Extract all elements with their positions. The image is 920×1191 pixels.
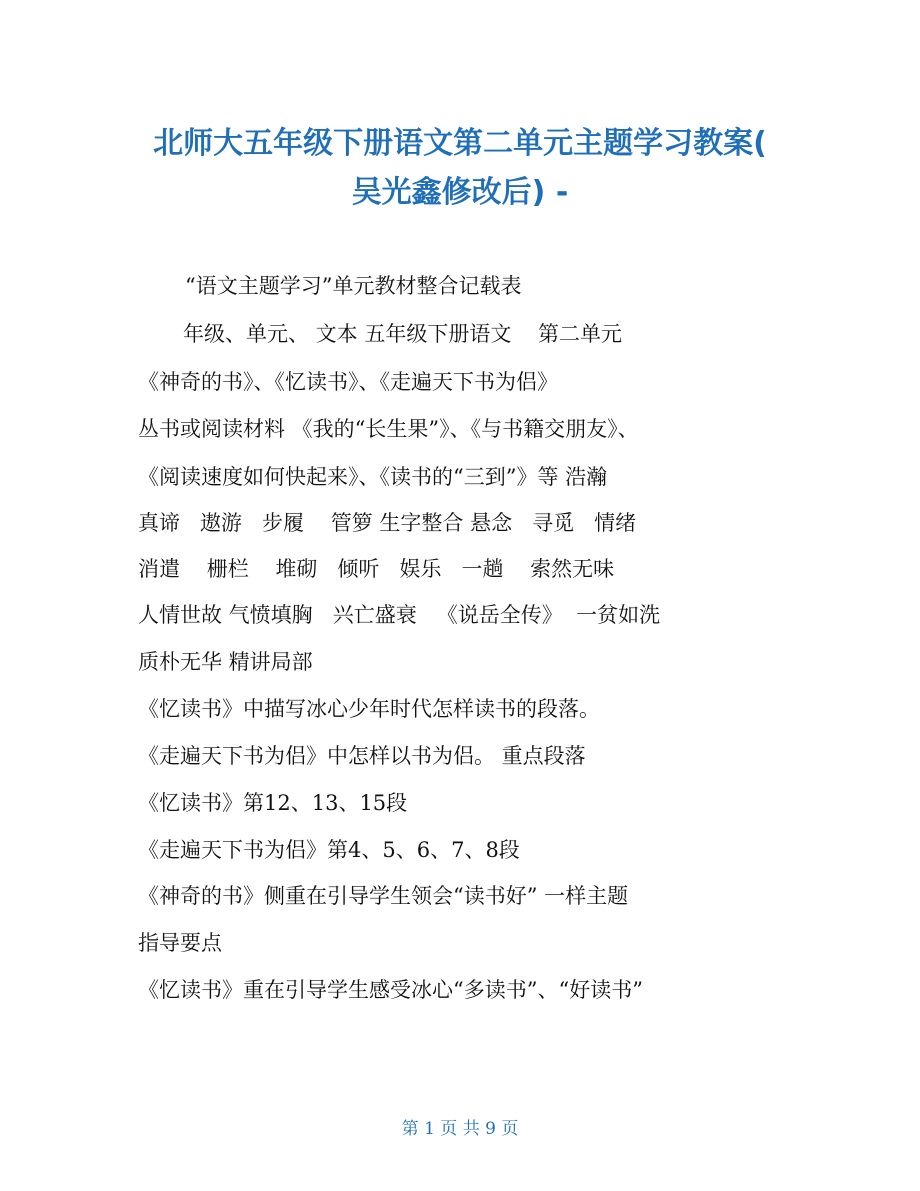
body-line-vocab-2: 消遣 栅栏 堆砌 倾听 娱乐 一趟 索然无味 [138, 557, 615, 581]
body-line-focus-2: 《走遍天下书为侣》中怎样以书为侣。 重点段落 [138, 744, 586, 768]
body-line-table-heading: “语文主题学习”单元教材整合记载表 [185, 274, 522, 298]
body-line-guidance-2: 《忆读书》重在引导学生感受冰心“多读书”、“好读书” [138, 978, 643, 1002]
document-title-line-1: 北师大五年级下册语文第二单元主题学习教案( [153, 126, 767, 161]
body-line-grade-unit: 年级、单元、 文本 五年级下册语文 第二单元 [183, 322, 623, 346]
body-line-reading-materials: 丛书或阅读材料 《我的“长生果”》、《与书籍交朋友》、 [138, 417, 639, 441]
body-line-key-paragraphs-2: 《走遍天下书为侣》第4、5、6、7、8段 [138, 838, 520, 862]
page-number-footer: 第 1 页 共 9 页 [401, 1119, 519, 1139]
body-line-key-paragraphs-1: 《忆读书》第12、13、15段 [138, 791, 408, 815]
body-line-guidance-1: 《神奇的书》侧重在引导学生领会“读书好” 一样主题 [138, 884, 629, 908]
body-line-reading-materials-cont: 《阅读速度如何快起来》、《读书的“三到”》等 浩瀚 [138, 465, 608, 489]
body-line-vocab-4: 质朴无华 精讲局部 [138, 650, 313, 674]
body-line-guidance-label: 指导要点 [138, 931, 222, 955]
body-line-focus-1: 《忆读书》中描写冰心少年时代怎样读书的段落。 [138, 697, 600, 721]
body-line-vocab-1: 真谛 遨游 步履 管箩 生字整合 悬念 寻觅 情绪 [138, 511, 637, 535]
body-line-texts: 《神奇的书》、《忆读书》、《走遍天下书为侣》 [138, 370, 558, 394]
document-title-line-2: 吴光鑫修改后) - [351, 175, 569, 210]
body-line-vocab-3: 人情世故 气愤填胸 兴亡盛衰 《说岳全传》 一贫如洗 [138, 603, 661, 627]
